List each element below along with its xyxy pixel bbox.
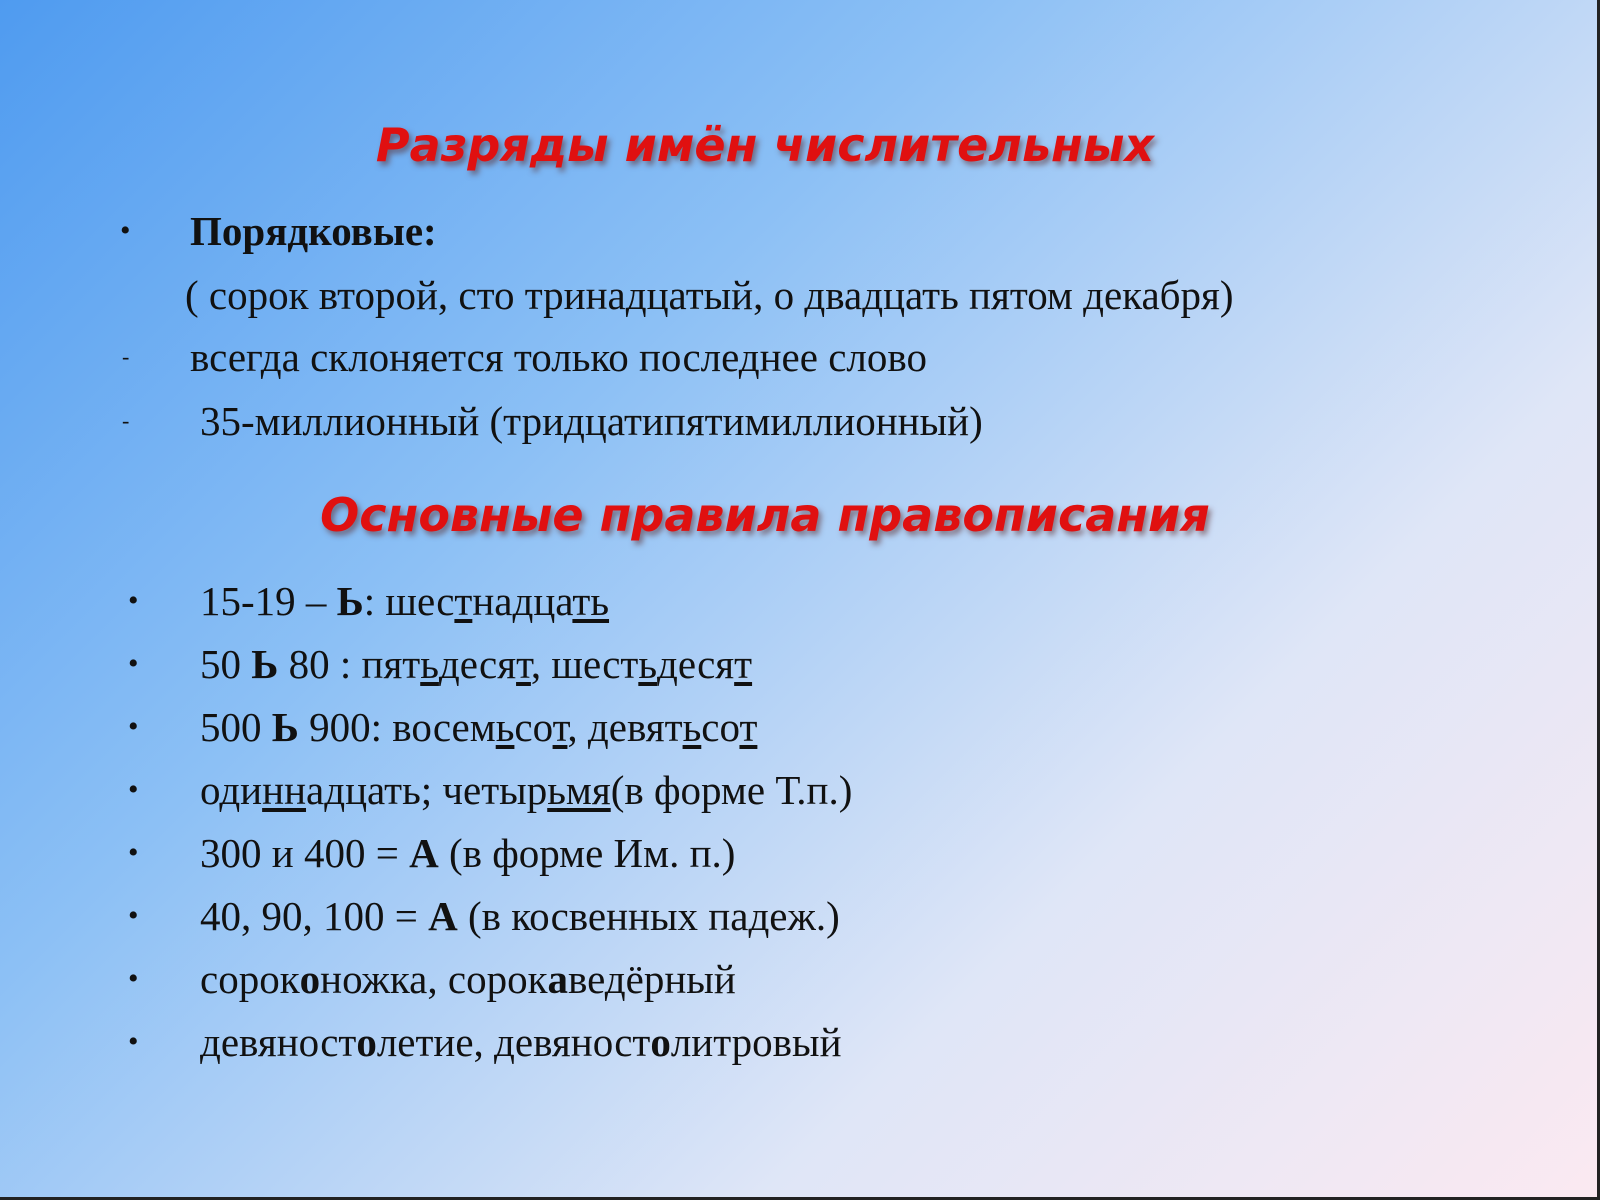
list-item: 15-19 – Ь: шестнадцать [200, 578, 610, 624]
bullet-marker: • [128, 836, 139, 869]
ordinal-label: Порядковые: [190, 208, 437, 254]
bullet-marker: • [128, 584, 139, 617]
list-item: сороконожка, сорокаведёрный [200, 956, 736, 1002]
list-item: 500 Ь 900: восемьсот, девятьсот [200, 704, 758, 750]
bullet-marker: • [128, 773, 139, 806]
dash-marker: - [122, 344, 130, 369]
slide-title: Разряды имён числительных [375, 118, 1155, 172]
ordinal-example: ( сорок второй, сто тринадцатый, о двадцать пятом декабря) [185, 272, 1234, 318]
rule-declension: всегда склоняется только последнее слово [190, 334, 927, 380]
list-item: 300 и 400 = А (в форме Им. п.) [200, 830, 736, 876]
rule-compound: 35-миллионный (тридцатипятимиллионный) [200, 398, 983, 444]
bullet-marker: • [128, 710, 139, 743]
bullet-marker: • [128, 1025, 139, 1058]
bullet-marker: • [128, 899, 139, 932]
dash-marker: - [122, 408, 130, 433]
list-item: девяностолетие, девяностолитровый [200, 1019, 842, 1065]
list-item: 50 Ь 80 : пятьдесят, шестьдесят [200, 641, 753, 687]
list-item: одиннадцать; четырьмя(в форме Т.п.) [200, 767, 853, 813]
bullet-marker: • [128, 962, 139, 995]
list-item: 40, 90, 100 = А (в косвенных падеж.) [200, 893, 840, 939]
ordinal-heading [190, 207, 437, 255]
bullet-marker: • [128, 647, 139, 680]
bullet-marker: • [120, 214, 131, 247]
section-title: Основные правила правописания [320, 488, 1210, 542]
